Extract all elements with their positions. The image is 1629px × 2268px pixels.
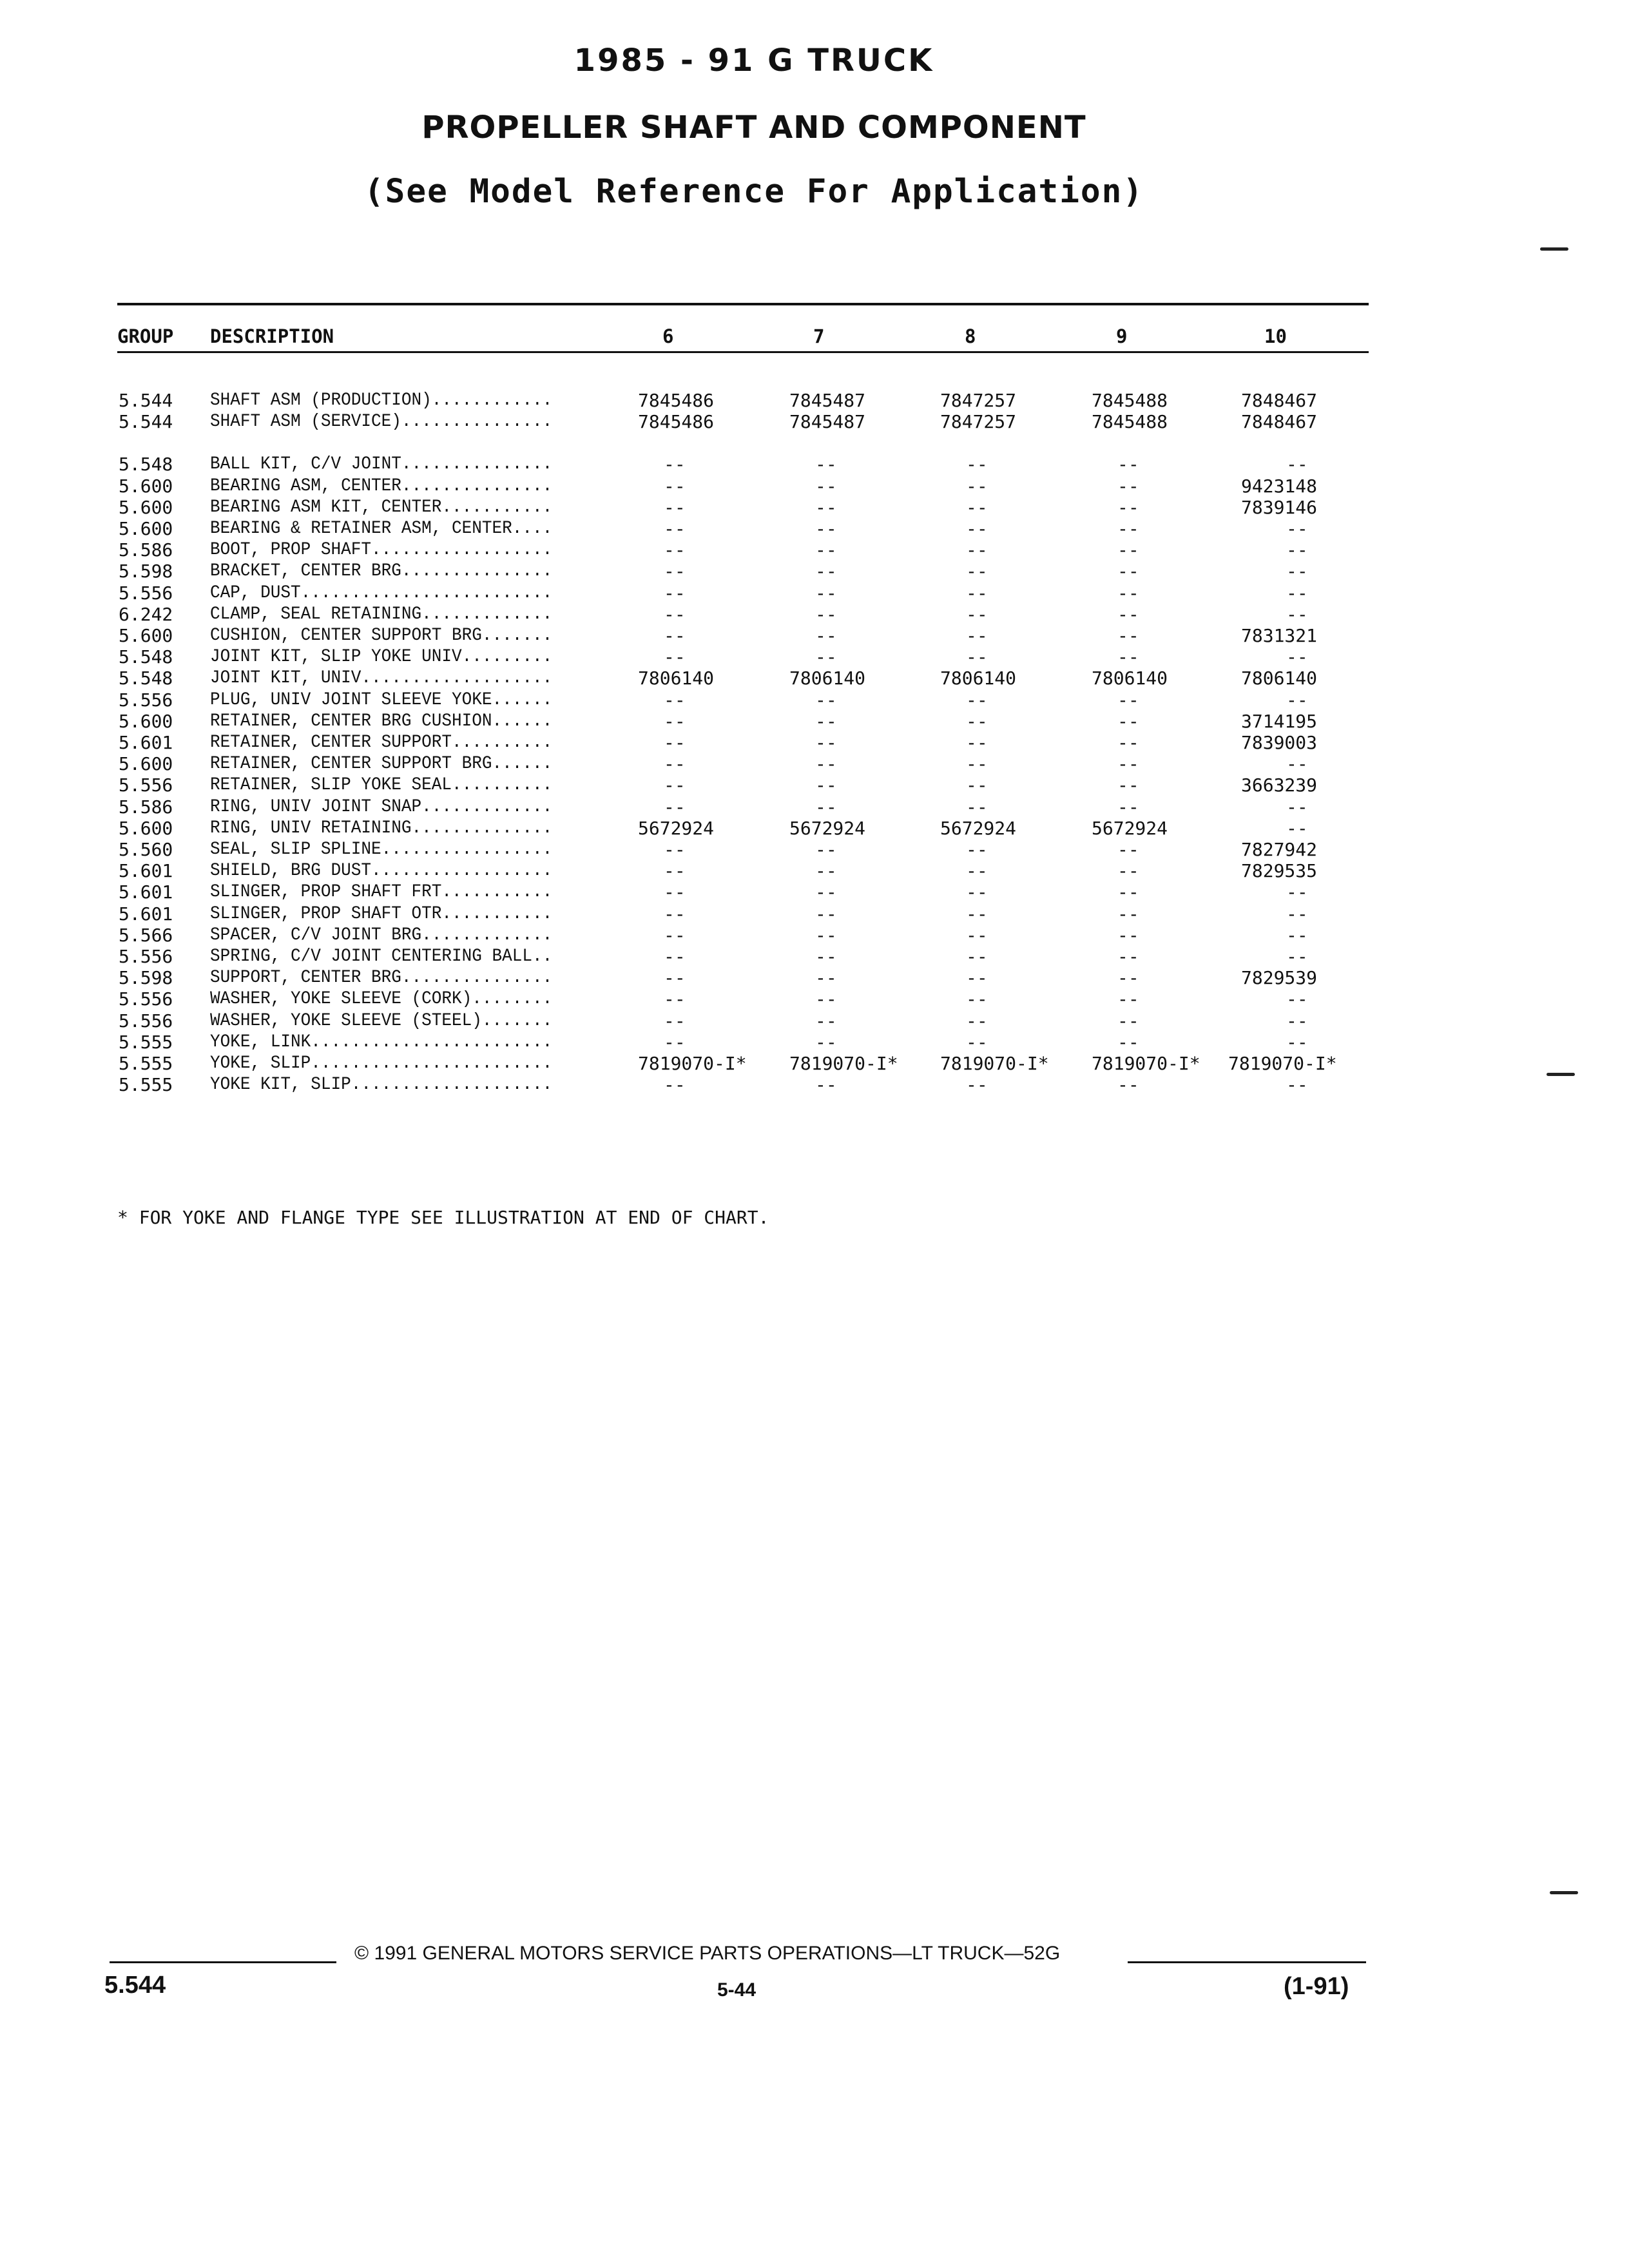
model-8-cell: -- (966, 924, 988, 946)
binder-hole-mark (1540, 247, 1568, 251)
model-10-cell: 7829539 (1241, 967, 1318, 989)
model-10-cell: 7848467 (1241, 390, 1318, 411)
model-6-cell: -- (664, 753, 686, 775)
model-6-cell: -- (664, 475, 686, 497)
model-9-cell: -- (1117, 967, 1139, 989)
group-cell: 5.560 (119, 839, 173, 860)
model-6-cell: -- (664, 774, 686, 796)
model-7-cell: -- (815, 924, 837, 946)
model-8-cell: -- (966, 582, 988, 604)
group-cell: 5.566 (119, 924, 173, 946)
description-cell: JOINT KIT, UNIV................... (210, 668, 553, 689)
model-8-cell: -- (966, 603, 988, 625)
table-top-rule (117, 303, 1369, 305)
model-7-cell: -- (815, 475, 837, 497)
description-cell: SHAFT ASM (PRODUCTION)............ (210, 390, 553, 410)
group-cell: 5.600 (119, 625, 173, 646)
model-6-cell: -- (664, 454, 686, 476)
model-10-cell: -- (1286, 946, 1308, 967)
model-9-cell: -- (1117, 496, 1139, 518)
model-9-cell: -- (1117, 603, 1139, 625)
model-10-cell: -- (1286, 817, 1308, 839)
description-cell: SPACER, C/V JOINT BRG............. (210, 925, 553, 945)
model-6-cell: -- (664, 689, 686, 711)
description-cell: YOKE KIT, SLIP.................... (210, 1075, 553, 1095)
model-10-cell: -- (1286, 582, 1308, 604)
model-6-cell: -- (664, 796, 686, 818)
description-cell: WASHER, YOKE SLEEVE (CORK)........ (210, 989, 553, 1010)
model-8-cell: -- (966, 967, 988, 989)
footnote: * FOR YOKE AND FLANGE TYPE SEE ILLUSTRATION AT END OF CHART. (117, 1207, 769, 1228)
model-8-cell: -- (966, 988, 988, 1010)
model-6-cell: -- (664, 625, 686, 646)
model-6-cell: -- (664, 924, 686, 946)
copyright-line: © 1991 GENERAL MOTORS SERVICE PARTS OPERATIONS—LT TRUCK—52G (354, 1943, 1061, 1964)
group-cell: 5.601 (119, 903, 173, 925)
model-7-cell: 7806140 (789, 668, 866, 689)
model-6-cell: 7845486 (638, 390, 715, 411)
description-cell: SUPPORT, CENTER BRG............... (210, 968, 553, 988)
model-9-cell: -- (1117, 946, 1139, 967)
model-10-cell: 3714195 (1241, 710, 1318, 732)
description-cell: SHIELD, BRG DUST.................. (210, 861, 553, 881)
column-header-9: 9 (1116, 325, 1128, 347)
model-6-cell: -- (664, 732, 686, 753)
description-cell: PLUG, UNIV JOINT SLEEVE YOKE...... (210, 689, 553, 710)
model-9-cell: 7806140 (1092, 668, 1168, 689)
model-7-cell: -- (815, 774, 837, 796)
description-cell: RETAINER, CENTER SUPPORT BRG...... (210, 754, 553, 774)
group-cell: 5.600 (119, 475, 173, 497)
footer-rule-right (1128, 1961, 1366, 1963)
model-10-cell: 7839003 (1241, 732, 1318, 753)
model-7-cell: -- (815, 881, 837, 903)
model-9-cell: 7845488 (1092, 390, 1168, 411)
model-7-cell: -- (815, 967, 837, 989)
section-number: 5.544 (104, 1972, 166, 1999)
model-6-cell: -- (664, 860, 686, 882)
model-7-cell: -- (815, 710, 837, 732)
description-cell: BEARING & RETAINER ASM, CENTER.... (210, 519, 553, 539)
description-cell: SLINGER, PROP SHAFT FRT........... (210, 882, 553, 903)
description-cell: BALL KIT, C/V JOINT............... (210, 454, 553, 475)
column-header-6: 6 (662, 325, 674, 347)
model-9-cell: -- (1117, 454, 1139, 476)
model-6-cell: -- (664, 518, 686, 539)
model-9-cell: -- (1117, 860, 1139, 882)
model-9-cell: -- (1117, 732, 1139, 753)
model-9-cell: -- (1117, 475, 1139, 497)
model-7-cell: -- (815, 903, 837, 925)
model-10-cell: 9423148 (1241, 475, 1318, 497)
page-title: 1985 - 91 G TRUCK (574, 43, 934, 79)
model-7-cell: -- (815, 561, 837, 582)
model-7-cell: 7845487 (789, 411, 866, 433)
model-6-cell: -- (664, 582, 686, 604)
model-7-cell: -- (815, 1010, 837, 1032)
model-8-cell: -- (966, 539, 988, 561)
column-header-10: 10 (1264, 325, 1287, 347)
revision-date: (1-91) (1284, 1973, 1349, 2000)
page-number: 5-44 (717, 1979, 757, 2001)
model-6-cell: 5672924 (638, 817, 715, 839)
model-9-cell: -- (1117, 539, 1139, 561)
model-8-cell: 7806140 (940, 668, 1017, 689)
model-6-cell: -- (664, 1074, 686, 1096)
model-8-cell: -- (966, 625, 988, 646)
model-10-cell: 7831321 (1241, 625, 1318, 646)
group-cell: 5.586 (119, 539, 173, 561)
model-reference-note: (See Model Reference For Application) (363, 173, 1144, 211)
binder-hole-mark (1547, 1073, 1575, 1076)
model-9-cell: -- (1117, 561, 1139, 582)
group-cell: 5.548 (119, 668, 173, 689)
description-cell: RETAINER, CENTER BRG CUSHION...... (210, 711, 553, 731)
column-header-description: DESCRIPTION (210, 325, 334, 347)
model-6-cell: 7845486 (638, 411, 715, 433)
model-10-cell: 7829535 (1241, 860, 1318, 882)
model-9-cell: -- (1117, 1010, 1139, 1032)
description-cell: YOKE, SLIP........................ (210, 1053, 553, 1073)
model-10-cell: 7819070-I* (1228, 1053, 1337, 1074)
group-cell: 5.555 (119, 1074, 173, 1096)
model-8-cell: -- (966, 860, 988, 882)
model-9-cell: -- (1117, 710, 1139, 732)
group-cell: 5.601 (119, 860, 173, 882)
model-7-cell: -- (815, 839, 837, 860)
group-cell: 5.556 (119, 582, 173, 604)
model-10-cell: -- (1286, 518, 1308, 539)
model-9-cell: -- (1117, 1031, 1139, 1053)
description-cell: BOOT, PROP SHAFT.................. (210, 540, 553, 561)
model-10-cell: -- (1286, 561, 1308, 582)
model-10-cell: -- (1286, 903, 1308, 925)
model-7-cell: -- (815, 582, 837, 604)
model-8-cell: -- (966, 475, 988, 497)
description-cell: SEAL, SLIP SPLINE................. (210, 840, 553, 860)
model-8-cell: -- (966, 1010, 988, 1032)
model-10-cell: -- (1286, 753, 1308, 775)
group-cell: 5.601 (119, 881, 173, 903)
model-9-cell: -- (1117, 881, 1139, 903)
model-8-cell: -- (966, 774, 988, 796)
model-6-cell: -- (664, 710, 686, 732)
model-7-cell: -- (815, 518, 837, 539)
model-7-cell: -- (815, 946, 837, 967)
model-7-cell: 7845487 (789, 390, 866, 411)
description-cell: RING, UNIV JOINT SNAP............. (210, 796, 553, 817)
model-9-cell: -- (1117, 518, 1139, 539)
group-cell: 5.600 (119, 518, 173, 539)
model-8-cell: 7847257 (940, 411, 1017, 433)
group-cell: 5.600 (119, 496, 173, 518)
model-6-cell: -- (664, 839, 686, 860)
model-7-cell: -- (815, 496, 837, 518)
model-10-cell: -- (1286, 881, 1308, 903)
model-8-cell: -- (966, 881, 988, 903)
model-8-cell: -- (966, 454, 988, 476)
description-cell: BEARING ASM KIT, CENTER........... (210, 497, 553, 517)
model-9-cell: 7845488 (1092, 411, 1168, 433)
model-10-cell: -- (1286, 796, 1308, 818)
page-subtitle: PROPELLER SHAFT AND COMPONENT (421, 110, 1086, 146)
model-8-cell: -- (966, 561, 988, 582)
model-7-cell: -- (815, 732, 837, 753)
group-cell: 5.556 (119, 988, 173, 1010)
model-6-cell: 7819070-I* (638, 1053, 747, 1074)
model-8-cell: -- (966, 496, 988, 518)
column-header-7: 7 (813, 325, 825, 347)
description-cell: BRACKET, CENTER BRG............... (210, 561, 553, 582)
group-cell: 5.598 (119, 561, 173, 582)
model-10-cell: -- (1286, 988, 1308, 1010)
model-6-cell: -- (664, 496, 686, 518)
model-9-cell: -- (1117, 988, 1139, 1010)
description-cell: RING, UNIV RETAINING.............. (210, 818, 553, 838)
model-7-cell: 7819070-I* (789, 1053, 898, 1074)
model-7-cell: -- (815, 689, 837, 711)
model-6-cell: -- (664, 561, 686, 582)
model-8-cell: -- (966, 839, 988, 860)
model-6-cell: -- (664, 539, 686, 561)
group-cell: 5.556 (119, 689, 173, 711)
group-cell: 5.544 (119, 390, 173, 411)
group-cell: 5.556 (119, 774, 173, 796)
model-10-cell: -- (1286, 454, 1308, 476)
model-6-cell: -- (664, 988, 686, 1010)
description-cell: RETAINER, CENTER SUPPORT.......... (210, 733, 553, 753)
model-6-cell: -- (664, 1010, 686, 1032)
model-8-cell: -- (966, 946, 988, 967)
model-8-cell: -- (966, 710, 988, 732)
table-header-rule (117, 351, 1369, 353)
group-cell: 5.600 (119, 710, 173, 732)
model-10-cell: 7848467 (1241, 411, 1318, 433)
model-10-cell: -- (1286, 924, 1308, 946)
column-header-group: GROUP (117, 325, 174, 347)
group-cell: 5.600 (119, 817, 173, 839)
model-9-cell: -- (1117, 1074, 1139, 1096)
description-cell: RETAINER, SLIP YOKE SEAL.......... (210, 775, 553, 796)
model-8-cell: -- (966, 753, 988, 775)
model-9-cell: -- (1117, 689, 1139, 711)
group-cell: 5.601 (119, 732, 173, 753)
model-9-cell: -- (1117, 924, 1139, 946)
model-10-cell: -- (1286, 646, 1308, 668)
model-10-cell: 7806140 (1241, 668, 1318, 689)
model-10-cell: 7827942 (1241, 839, 1318, 860)
model-9-cell: -- (1117, 753, 1139, 775)
model-6-cell: -- (664, 881, 686, 903)
description-cell: CAP, DUST......................... (210, 582, 553, 603)
model-9-cell: -- (1117, 839, 1139, 860)
group-cell: 5.548 (119, 646, 173, 668)
group-cell: 5.555 (119, 1031, 173, 1053)
model-8-cell: -- (966, 646, 988, 668)
model-9-cell: -- (1117, 646, 1139, 668)
model-9-cell: -- (1117, 582, 1139, 604)
model-8-cell: -- (966, 689, 988, 711)
model-6-cell: -- (664, 603, 686, 625)
description-cell: JOINT KIT, SLIP YOKE UNIV......... (210, 647, 553, 668)
model-8-cell: -- (966, 518, 988, 539)
model-7-cell: -- (815, 1031, 837, 1053)
model-7-cell: -- (815, 539, 837, 561)
model-7-cell: -- (815, 753, 837, 775)
model-7-cell: -- (815, 796, 837, 818)
description-cell: CUSHION, CENTER SUPPORT BRG....... (210, 626, 553, 646)
footer-rule-left (110, 1961, 336, 1963)
model-8-cell: -- (966, 903, 988, 925)
model-7-cell: -- (815, 1074, 837, 1096)
model-9-cell: -- (1117, 774, 1139, 796)
model-9-cell: -- (1117, 625, 1139, 646)
model-6-cell: -- (664, 903, 686, 925)
group-cell: 5.600 (119, 753, 173, 775)
model-9-cell: -- (1117, 796, 1139, 818)
group-cell: 5.556 (119, 1010, 173, 1032)
model-10-cell: -- (1286, 1010, 1308, 1032)
description-cell: WASHER, YOKE SLEEVE (STEEL)....... (210, 1010, 553, 1031)
model-7-cell: 5672924 (789, 817, 866, 839)
description-cell: SPRING, C/V JOINT CENTERING BALL.. (210, 947, 553, 966)
column-header-8: 8 (965, 325, 976, 347)
description-cell: CLAMP, SEAL RETAINING............. (210, 604, 553, 624)
description-cell: SHAFT ASM (SERVICE)............... (210, 412, 553, 432)
description-cell: YOKE, LINK........................ (210, 1032, 553, 1052)
model-8-cell: 7847257 (940, 390, 1017, 411)
model-8-cell: -- (966, 796, 988, 818)
model-10-cell: -- (1286, 603, 1308, 625)
model-10-cell: -- (1286, 1031, 1308, 1053)
model-7-cell: -- (815, 988, 837, 1010)
model-7-cell: -- (815, 646, 837, 668)
model-7-cell: -- (815, 603, 837, 625)
model-8-cell: 5672924 (940, 817, 1017, 839)
description-cell: SLINGER, PROP SHAFT OTR........... (210, 903, 553, 924)
model-7-cell: -- (815, 860, 837, 882)
group-cell: 5.544 (119, 411, 173, 433)
model-8-cell: -- (966, 732, 988, 753)
model-9-cell: -- (1117, 903, 1139, 925)
group-cell: 5.555 (119, 1053, 173, 1074)
model-10-cell: -- (1286, 1074, 1308, 1096)
group-cell: 6.242 (119, 603, 173, 625)
model-9-cell: 5672924 (1092, 817, 1168, 839)
description-cell: BEARING ASM, CENTER............... (210, 476, 553, 496)
model-6-cell: -- (664, 967, 686, 989)
model-10-cell: -- (1286, 539, 1308, 561)
model-8-cell: -- (966, 1074, 988, 1096)
model-10-cell: -- (1286, 689, 1308, 711)
model-8-cell: 7819070-I* (940, 1053, 1049, 1074)
model-6-cell: 7806140 (638, 668, 715, 689)
model-10-cell: 3663239 (1241, 774, 1318, 796)
binder-hole-mark (1550, 1891, 1578, 1894)
group-cell: 5.556 (119, 946, 173, 967)
model-7-cell: -- (815, 625, 837, 646)
model-6-cell: -- (664, 946, 686, 967)
model-6-cell: -- (664, 646, 686, 668)
model-10-cell: 7839146 (1241, 496, 1318, 518)
model-7-cell: -- (815, 454, 837, 476)
group-cell: 5.548 (119, 454, 173, 476)
model-8-cell: -- (966, 1031, 988, 1053)
model-9-cell: 7819070-I* (1092, 1053, 1200, 1074)
group-cell: 5.586 (119, 796, 173, 818)
group-cell: 5.598 (119, 967, 173, 989)
model-6-cell: -- (664, 1031, 686, 1053)
